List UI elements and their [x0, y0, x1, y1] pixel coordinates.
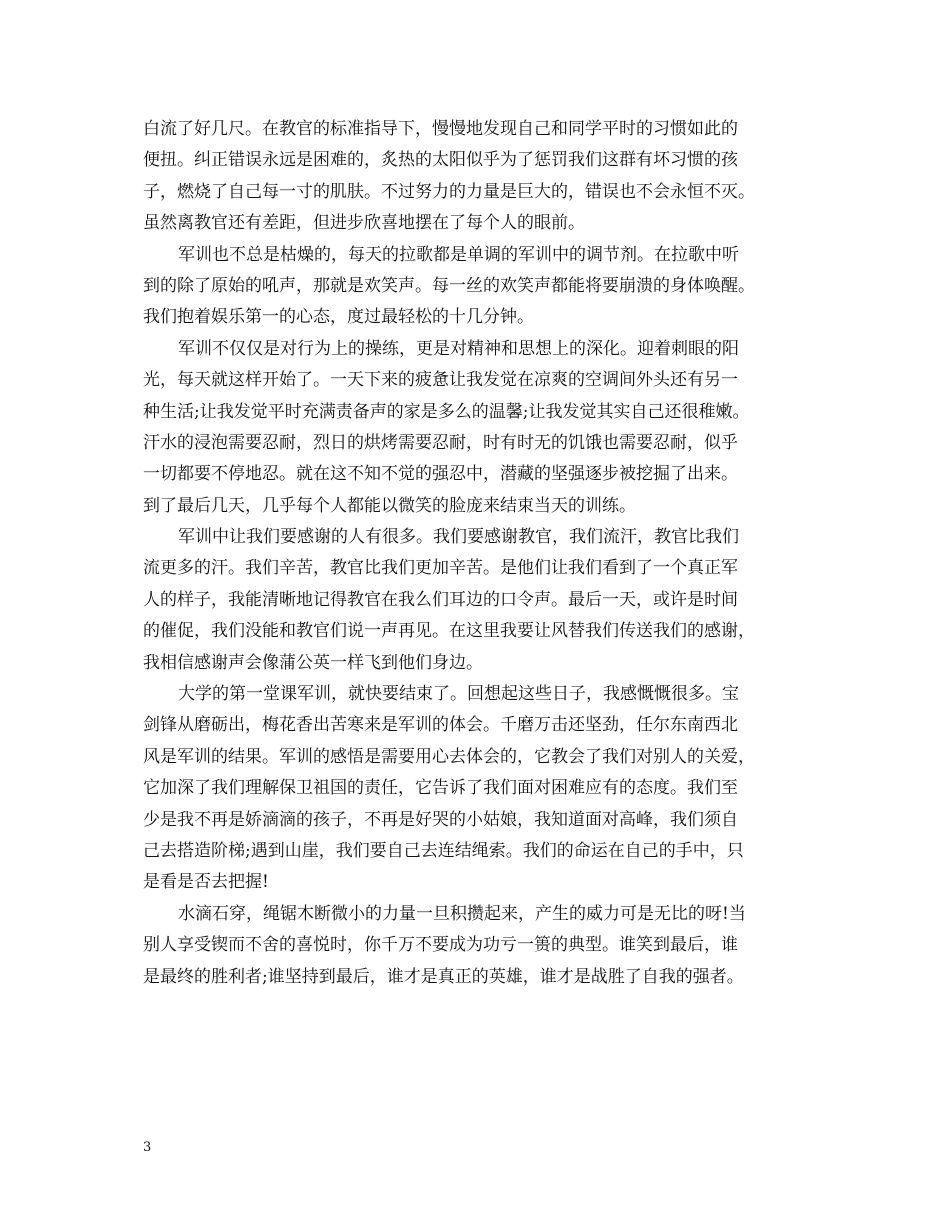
text-line: 人的样子，我能清晰地记得教官在我么们耳边的口令声。最后一天，或许是时间 — [143, 589, 738, 610]
text-line: 白流了好几尺。在教官的标准指导下，慢慢地发现自己和同学平时的习惯如此的 — [143, 119, 738, 139]
text-line: 水滴石穿，绳锯木断微小的力量一旦积攒起来，产生的威力可是无比的呀!当 — [178, 903, 746, 924]
text-line: 它加深了我们理解保卫祖国的责任，它告诉了我们面对困难应有的态度。我们至 — [143, 778, 738, 799]
paragraph-2 — [143, 240, 823, 334]
text-line: 便扭。纠正错误永远是困难的，炙热的太阳似乎为了惩罚我们这群有坏习惯的孩 — [143, 150, 738, 171]
text-line: 光，每天就这样开始了。一天下来的疲惫让我发觉在凉爽的空调间外头还有另一 — [143, 370, 738, 391]
text-line: 一切都要不停地忍。就在这不知不觉的强忍中，潜藏的坚强逐步被挖掘了出来。 — [143, 464, 738, 485]
text-line: 剑锋从磨砺出，梅花香出苦寒来是军训的体会。千磨万击还坚劲，任尔东南西北 — [143, 715, 738, 736]
page-number: 3 — [143, 1140, 152, 1155]
text-line: 风是军训的结果。军训的感悟是需要用心去体会的，它教会了我们对别人的关爱， — [143, 746, 755, 767]
text-line: 种生活;让我发觉平时充满责备声的家是多么的温馨;让我发觉其实自己还很稚嫩。 — [143, 401, 750, 422]
text-line: 汗水的浸泡需要忍耐，烈日的烘烤需要忍耐，时有时无的饥饿也需要忍耐，似乎 — [143, 432, 738, 453]
text-line: 虽然离教官还有差距，但进步欣喜地摆在了每个人的眼前。 — [143, 213, 585, 234]
paragraph-6 — [143, 899, 823, 993]
text-line: 别人享受锲而不舍的喜悦时，你千万不要成为功亏一篑的典型。谁笑到最后，谁 — [143, 935, 738, 956]
paragraph-3 — [143, 334, 823, 522]
paragraph-1 — [143, 114, 823, 240]
text-line: 己去搭造阶梯;遇到山崖，我们要自己去连结绳索。我们的命运在自己的手中，只 — [143, 840, 744, 861]
paragraph-5 — [143, 679, 823, 899]
text-line: 我们抱着娱乐第一的心态，度过最轻松的十几分钟。 — [143, 307, 534, 328]
text-line: 我相信感谢声会像蒲公英一样飞到他们身边。 — [143, 652, 483, 673]
text-line: 流更多的汗。我们辛苦，教官比我们更加辛苦。是他们让我们看到了一个真正军 — [143, 558, 738, 579]
document-body — [143, 114, 823, 993]
text-line: 是看是否去把握! — [143, 872, 269, 893]
text-line: 大学的第一堂课军训，就快要结束了。回想起这些日子，我感慨慨很多。宝 — [178, 684, 739, 705]
text-line: 到了最后几天，几乎每个人都能以微笑的脸庞来结束当天的训练。 — [143, 495, 636, 516]
text-line: 的催促，我们没能和教官们说一声再见。在这里我要让风替我们传送我们的感谢， — [143, 621, 755, 642]
paragraph-4 — [143, 522, 823, 679]
text-line: 是最终的胜利者;谁坚持到最后，谁才是真正的英雄，谁才是战胜了自我的强者。 — [143, 966, 744, 987]
text-line: 军训也不总是枯燥的，每天的拉歌都是单调的军训中的调节剂。在拉歌中听 — [178, 244, 739, 265]
text-line: 到的除了原始的吼声，那就是欢笑声。每一丝的欢笑声都能将要崩溃的身体唤醒。 — [143, 275, 755, 296]
text-line: 军训中让我们要感谢的人有很多。我们要感谢教官，我们流汗，教官比我们 — [178, 527, 739, 548]
text-line: 子，燃烧了自己每一寸的肌肤。不过努力的力量是巨大的，错误也不会永恒不灭。 — [143, 181, 755, 202]
text-line: 少是我不再是娇滴滴的孩子，不再是好哭的小姑娘，我知道面对高峰，我们须自 — [143, 809, 738, 830]
text-line: 军训不仅仅是对行为上的操练，更是对精神和思想上的深化。迎着刺眼的阳 — [178, 338, 739, 359]
